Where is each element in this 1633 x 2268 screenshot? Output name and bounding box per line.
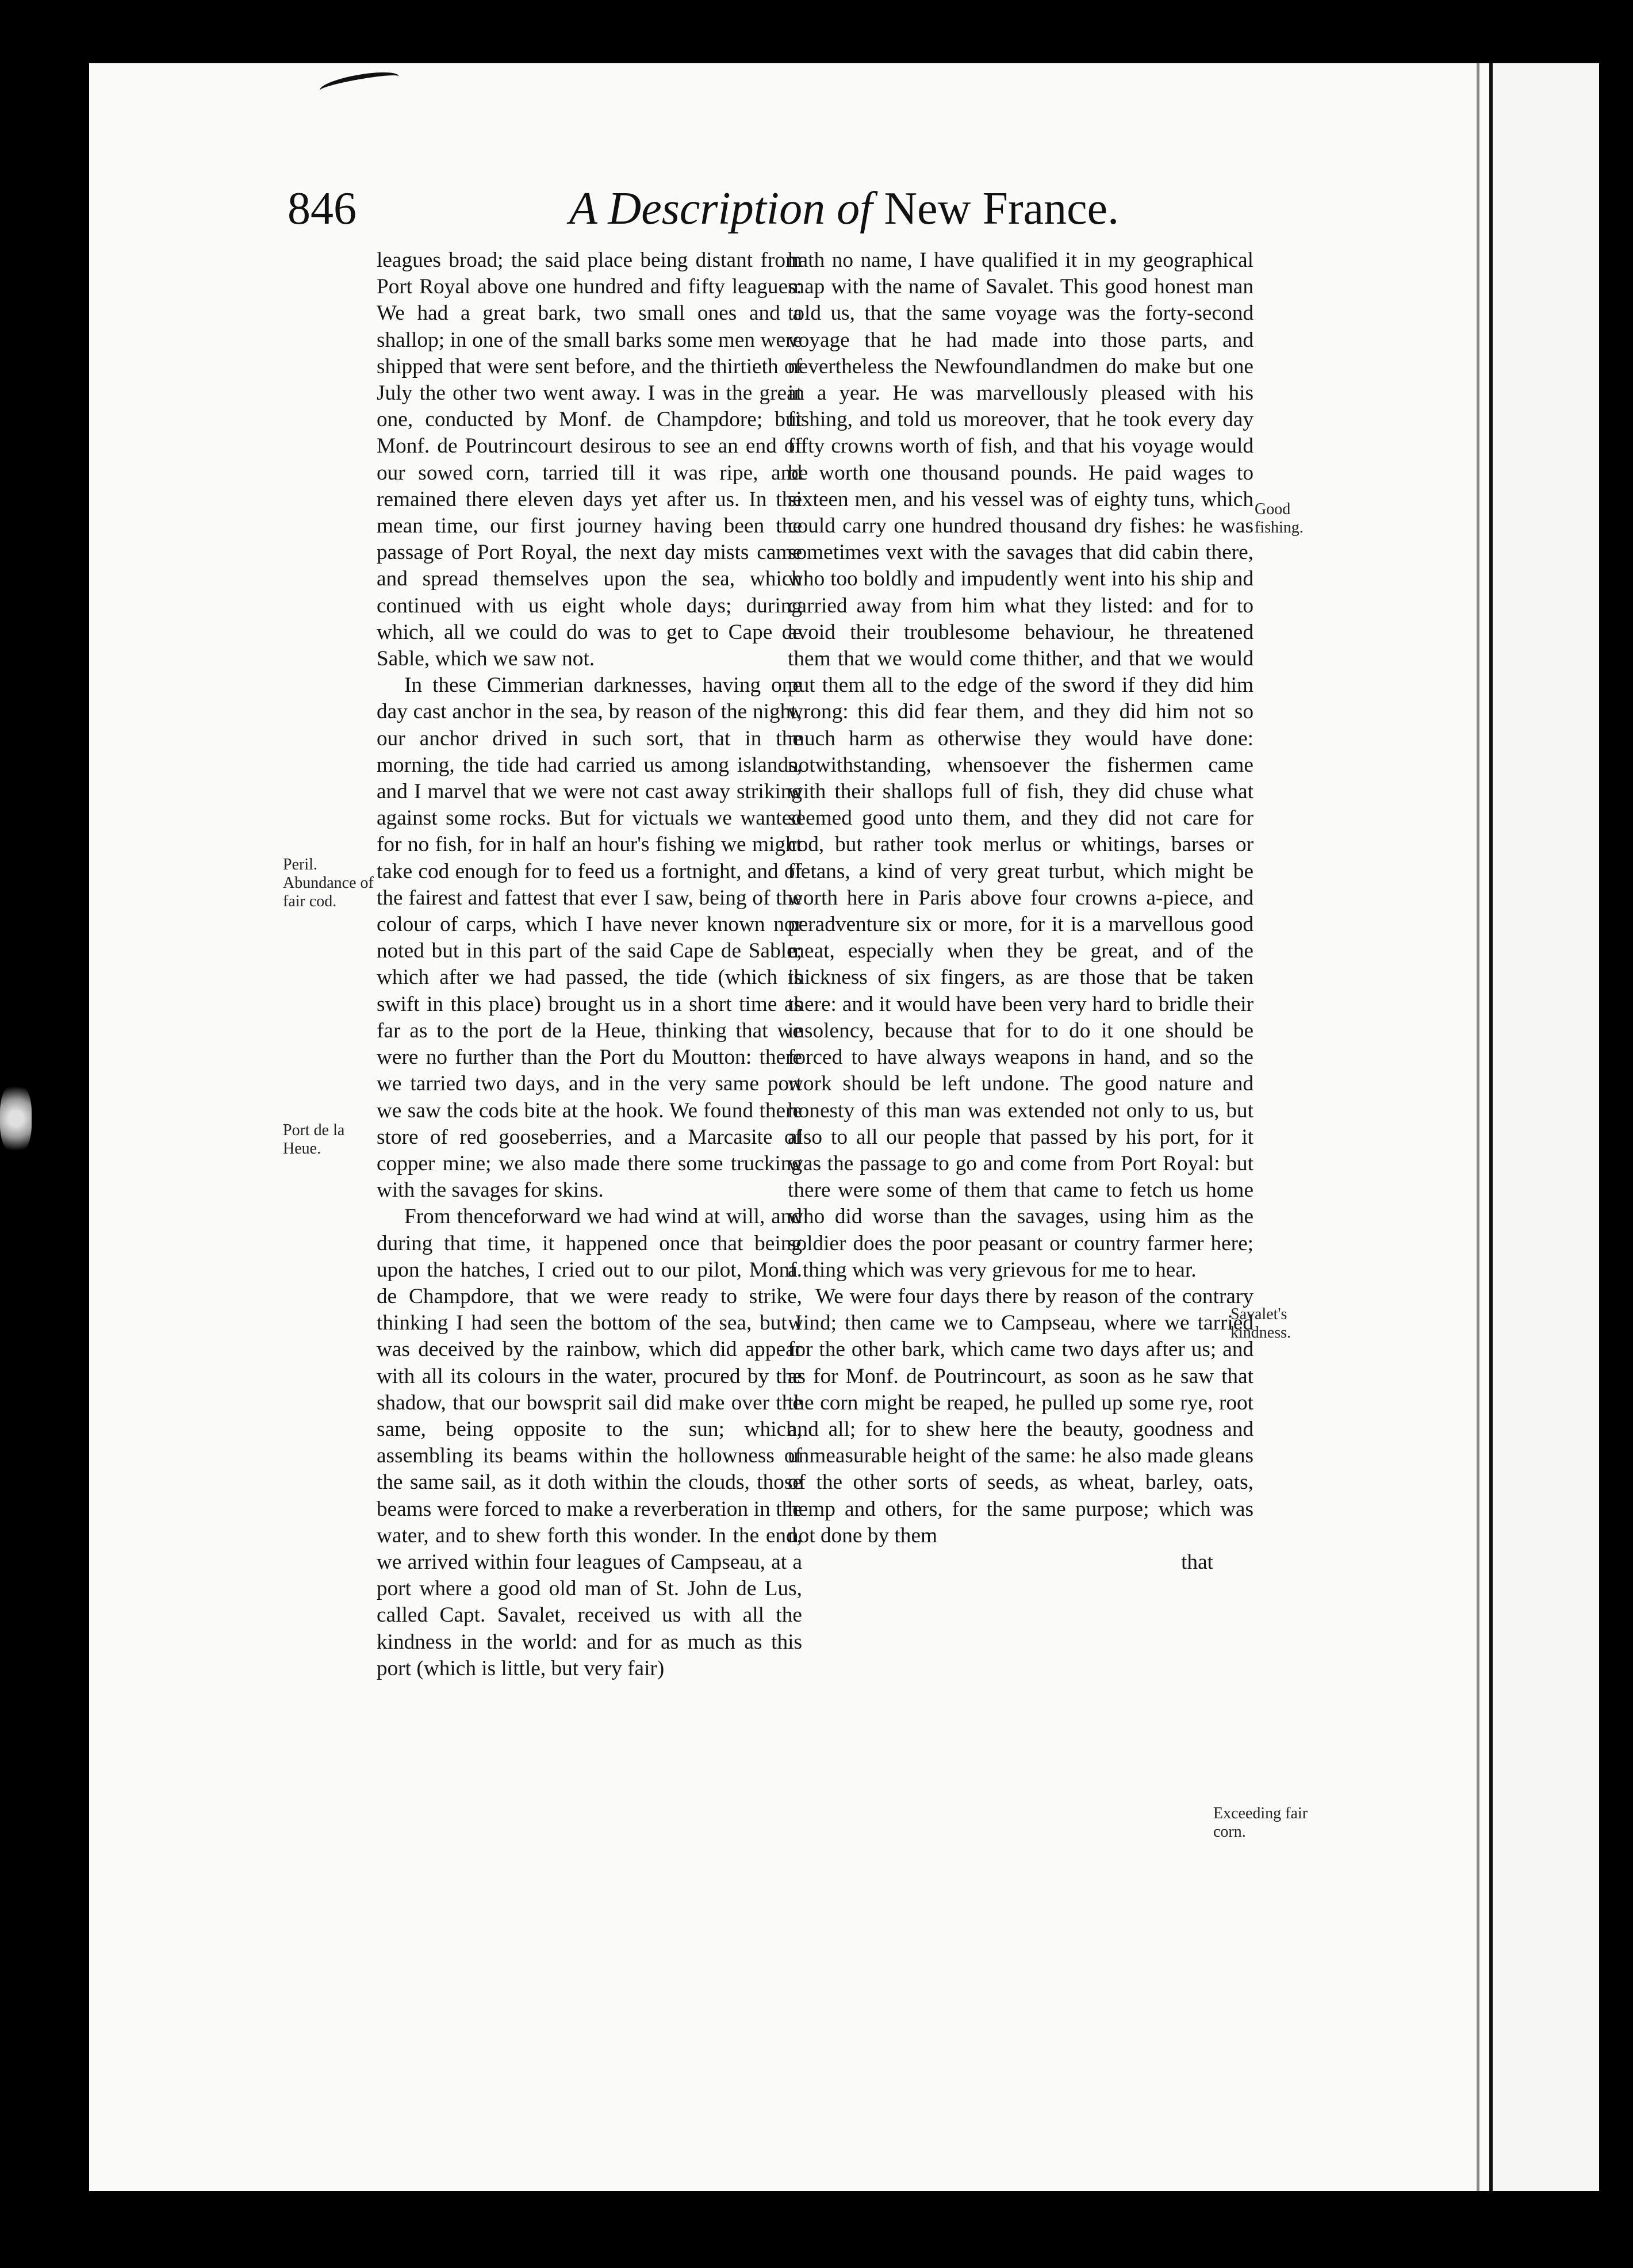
margin-note-port: Port de la Heue. xyxy=(283,1121,345,1158)
paragraph: We were four days there by reason of the contrary wind; then came we to Campseau, where we tarried for the other bark, which came two days after us; and as for Monf. de Poutrincourt, as soon as he saw that the corn might be reaped, he pulled up some rye, root and all; for to shew here the beauty, goodness and unmeasurable height of the same: he also made gleans of the other sorts of seeds, as wheat, barley, oats, hemp and others, for the same purpose; which was not done by them xyxy=(788,1284,1254,1547)
margin-note-good-fishing: Good fishing. xyxy=(1255,500,1304,537)
running-title-italic: A Description of xyxy=(569,183,873,234)
margin-note-savalet: Savalet's kindness. xyxy=(1230,1305,1291,1342)
paragraph: In these Cimmerian darknesses, having one day cast anchor in the sea, by reason of the night, our anchor drived in such sort, that in the morning, the tide had carried us among islands, and I marvel that we were not cast away striking against some rocks. But for victuals we wanted for no fish, for in half an hour's fishing we might take cod enough for to feed us a fortnight, and of the fairest and fattest that ever I saw, being of the colour of carps, which I have never known nor noted but in this part of the said Cape de Sable; which after we had passed, the tide (which is swift in this place) brought us in a short time as far as to the port de la Heue, thinking that we were no further than the Port du Moutton: there we tarried two days, and in the very same port we saw the cods bite at the hook. We found there store of red gooseberries, and a Marcasite of copper mine; we also made there some trucking with the savages for skins. xyxy=(377,673,802,1202)
margin-note-corn: Exceeding fair corn. xyxy=(1213,1805,1308,1841)
text-column-left xyxy=(377,247,802,1682)
text-column-right xyxy=(788,247,1254,1576)
page-header xyxy=(288,178,1120,247)
catchword: that xyxy=(1181,1550,1213,1574)
scan-blot xyxy=(0,1084,32,1153)
paragraph: From thenceforward we had wind at will, and during that time, it happened once that being upon the hatches, I cried out to our pilot, Monf. de Champdore, that we were ready to strike, thinking I had seen the bottom of the sea, but I was deceived by the rainbow, which did appear with all its colours in the water, procured by the shadow, that our bowsprit sail did make over the same, being opposite to the sun; which, assembling its beams within the hollowness of the same sail, as it doth within the clouds, those beams were forced to make a reverberation in the water, and to shew forth this wonder. In the end, we arrived within four leagues of Campseau, at a port where a good old man of St. John de Lus, called Capt. Savalet, received us with all the kindness in the world: and for as much as this port (which is little, but very fair) xyxy=(377,1205,802,1680)
next-page-edge xyxy=(1489,63,1599,2191)
paragraph: hath no name, I have qualified it in my geographical map with the name of Savalet. This good honest man told us, that the same voyage was the forty-second voyage that he had made into those parts, and nevertheless the Newfoundlandmen do make but one in a year. He was marvellously pleased with his fishing, and told us moreover, that he took every day fifty crowns worth of fish, and that his voyage would be worth one thousand pounds. He paid wages to sixteen men, and his vessel was of eighty tuns, which could carry one hundred thousand dry fishes: he was sometimes vext with the savages that did cabin there, who too boldly and impudently went into his ship and carried away from him what they listed: and for to avoid their troublesome behaviour, he threatened them that we would come thither, and that we would put them all to the edge of the sword if they did him wrong: this did fear them, and they did him not so much harm as otherwise they would have done: notwithstanding, whensoever the fishermen came with their shallops full of fish, they did chuse what seemed good unto them, and they did not care for cod, but rather took merlus or whitings, barses or fletans, a kind of very great turbut, which might be worth here in Paris above four crowns a-piece, and peradventure six or more, for it is a marvellous good meat, especially when they be great, and of the thickness of six fingers, as are those that be taken there: and it would have been very hard to bridle their insolency, because that for to do it one should be forced to have always weapons in hand, and so the work should be left undone. The good nature and honesty of this man was extended not only to us, but also to all our people that passed by his port, for it was the passage to go and come from Port Royal: but there were some of them that came to fetch us home who did worse than the savages, using him as the soldier does the poor peasant or country farmer here; a thing which was very grievous for me to hear. xyxy=(788,248,1254,1282)
paragraph: leagues broad; the said place being distant from Port Royal above one hundred and fifty leagues: We had a great bark, two small ones and a shallop; in one of the small barks some men were shipped that were sent before, and the thirtieth of July the other two went away. I was in the great one, conducted by Monf. de Champdore; but Monf. de Poutrincourt desirous to see an end of our sowed corn, tarried till it was ripe, and remained there eleven days yet after us. In the mean time, our first journey having been the passage of Port Royal, the next day mists came and spread themselves upon the sea, which continued with us eight whole days; during which, all we could do was to get to Cape de Sable, which we saw not. xyxy=(377,248,802,671)
margin-note-peril: Peril. Abundance of fair cod. xyxy=(283,856,374,910)
page-number: 846 xyxy=(288,183,356,234)
page-fold-line xyxy=(1477,63,1479,2191)
running-title xyxy=(569,183,1119,235)
running-title-plain: New France. xyxy=(884,183,1120,234)
